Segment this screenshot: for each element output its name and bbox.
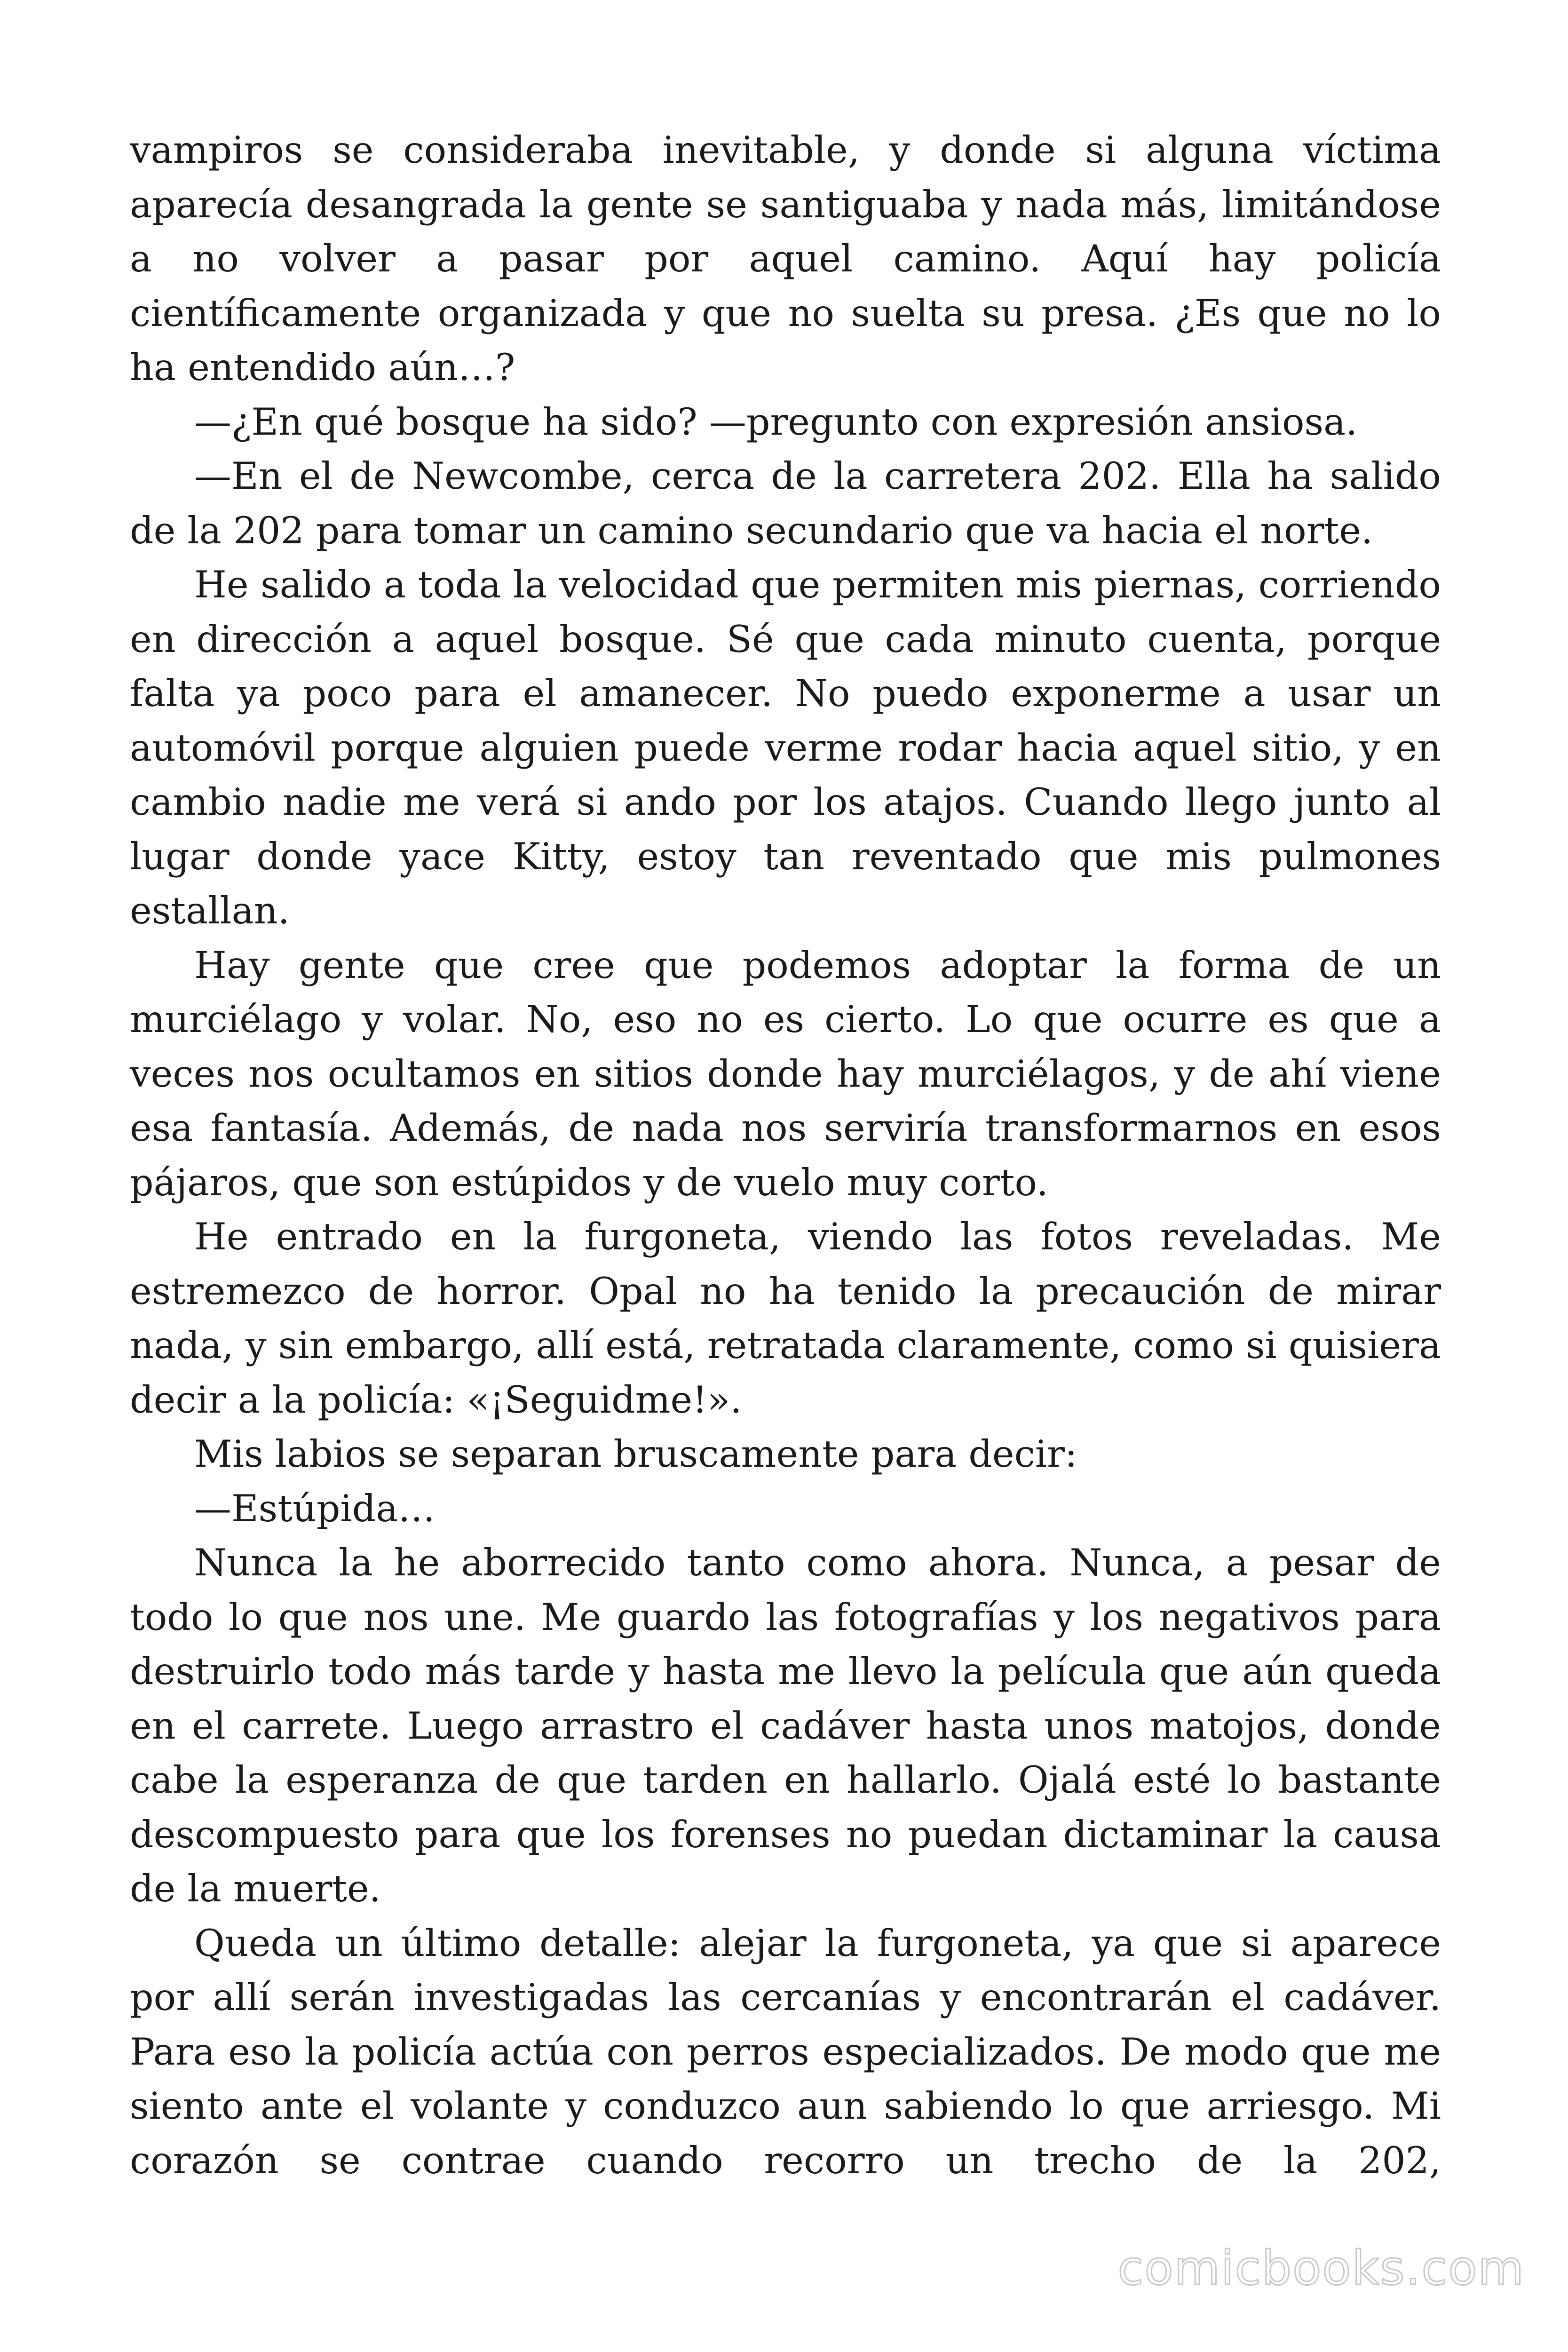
paragraph-dialogue-answer: —En el de Newcombe, cerca de la carretera 202. Ella ha salido de la 202 para tomar un camino secundario que va hacia el norte.: [130, 454, 1441, 552]
paragraph-running: He salido a toda la velocidad que permiten mis piernas, corriendo en dirección a aquel bosque. Sé que cada minuto cuenta, porque falta ya poco para el amanecer. No puedo exponerme a usar un automóvil porque alguien puede verme rodar hacia aquel sitio, y en cambio nadie me verá si ando por los atajos. Cuando llego junto al lugar donde yace Kitty, estoy tan reventado que mis pulmones estallan.: [130, 563, 1441, 932]
paragraph-lips: Mis labios se separan bruscamente para decir:: [194, 1432, 1077, 1476]
paragraph-bats: Hay gente que cree que podemos adoptar la forma de un murciélago y volar. No, eso no es cierto. Lo que ocurre es que a veces nos ocultamos en sitios donde hay murciélagos, y de ahí viene esa fantasía. Además, de nada nos serviría transformarnos en esos pájaros, que son estúpidos y de vuelo muy corto.: [130, 943, 1441, 1204]
body-text: [130, 123, 1441, 2188]
paragraph-abhorred: Nunca la he aborrecido tanto como ahora. Nunca, a pesar de todo lo que nos une. Me guardo las fotografías y los negativos para destruirlo todo más tarde y hasta me llevo la película que aún queda en el carrete. Luego arrastro el cadáver hasta unos matojos, donde cabe la esperanza de que tarden en hallarlo. Ojalá esté lo bastante descompuesto para que los forenses no puedan dictaminar la causa de la muerte.: [130, 1541, 1441, 1910]
watermark-logo: comicbooks.com: [1117, 2241, 1525, 2296]
paragraph-last-detail: Queda un último detalle: alejar la furgoneta, ya que si aparece por allí serán investigadas las cercanías y encontrarán el cadáver. Para eso la policía actúa con perros especializados. De modo que me siento ante el volante y conduzco aun sabiendo lo que arriesgo. Mi corazón se contrae cuando recorro un trecho de la 202,: [130, 1921, 1441, 2182]
paragraph-stupid: —Estúpida…: [194, 1486, 436, 1530]
paragraph-continued: vampiros se consideraba inevitable, y donde si alguna víctima aparecía desangrada la gente se santiguaba y nada más, limitándose a no volver a pasar por aquel camino. Aquí hay policía científicamente organizada y que no suelta su presa. ¿Es que no lo ha entendido aún…?: [130, 128, 1441, 389]
paragraph-dialogue-question: —¿En qué bosque ha sido? —pregunto con expresión ansiosa.: [194, 400, 1358, 444]
paragraph-van: He entrado en la furgoneta, viendo las fotos reveladas. Me estremezco de horror. Opal no ha tenido la precaución de mirar nada, y sin embargo, allí está, retratada claramente, como si quisiera decir a la policía: «¡Seguidme!».: [130, 1215, 1441, 1422]
